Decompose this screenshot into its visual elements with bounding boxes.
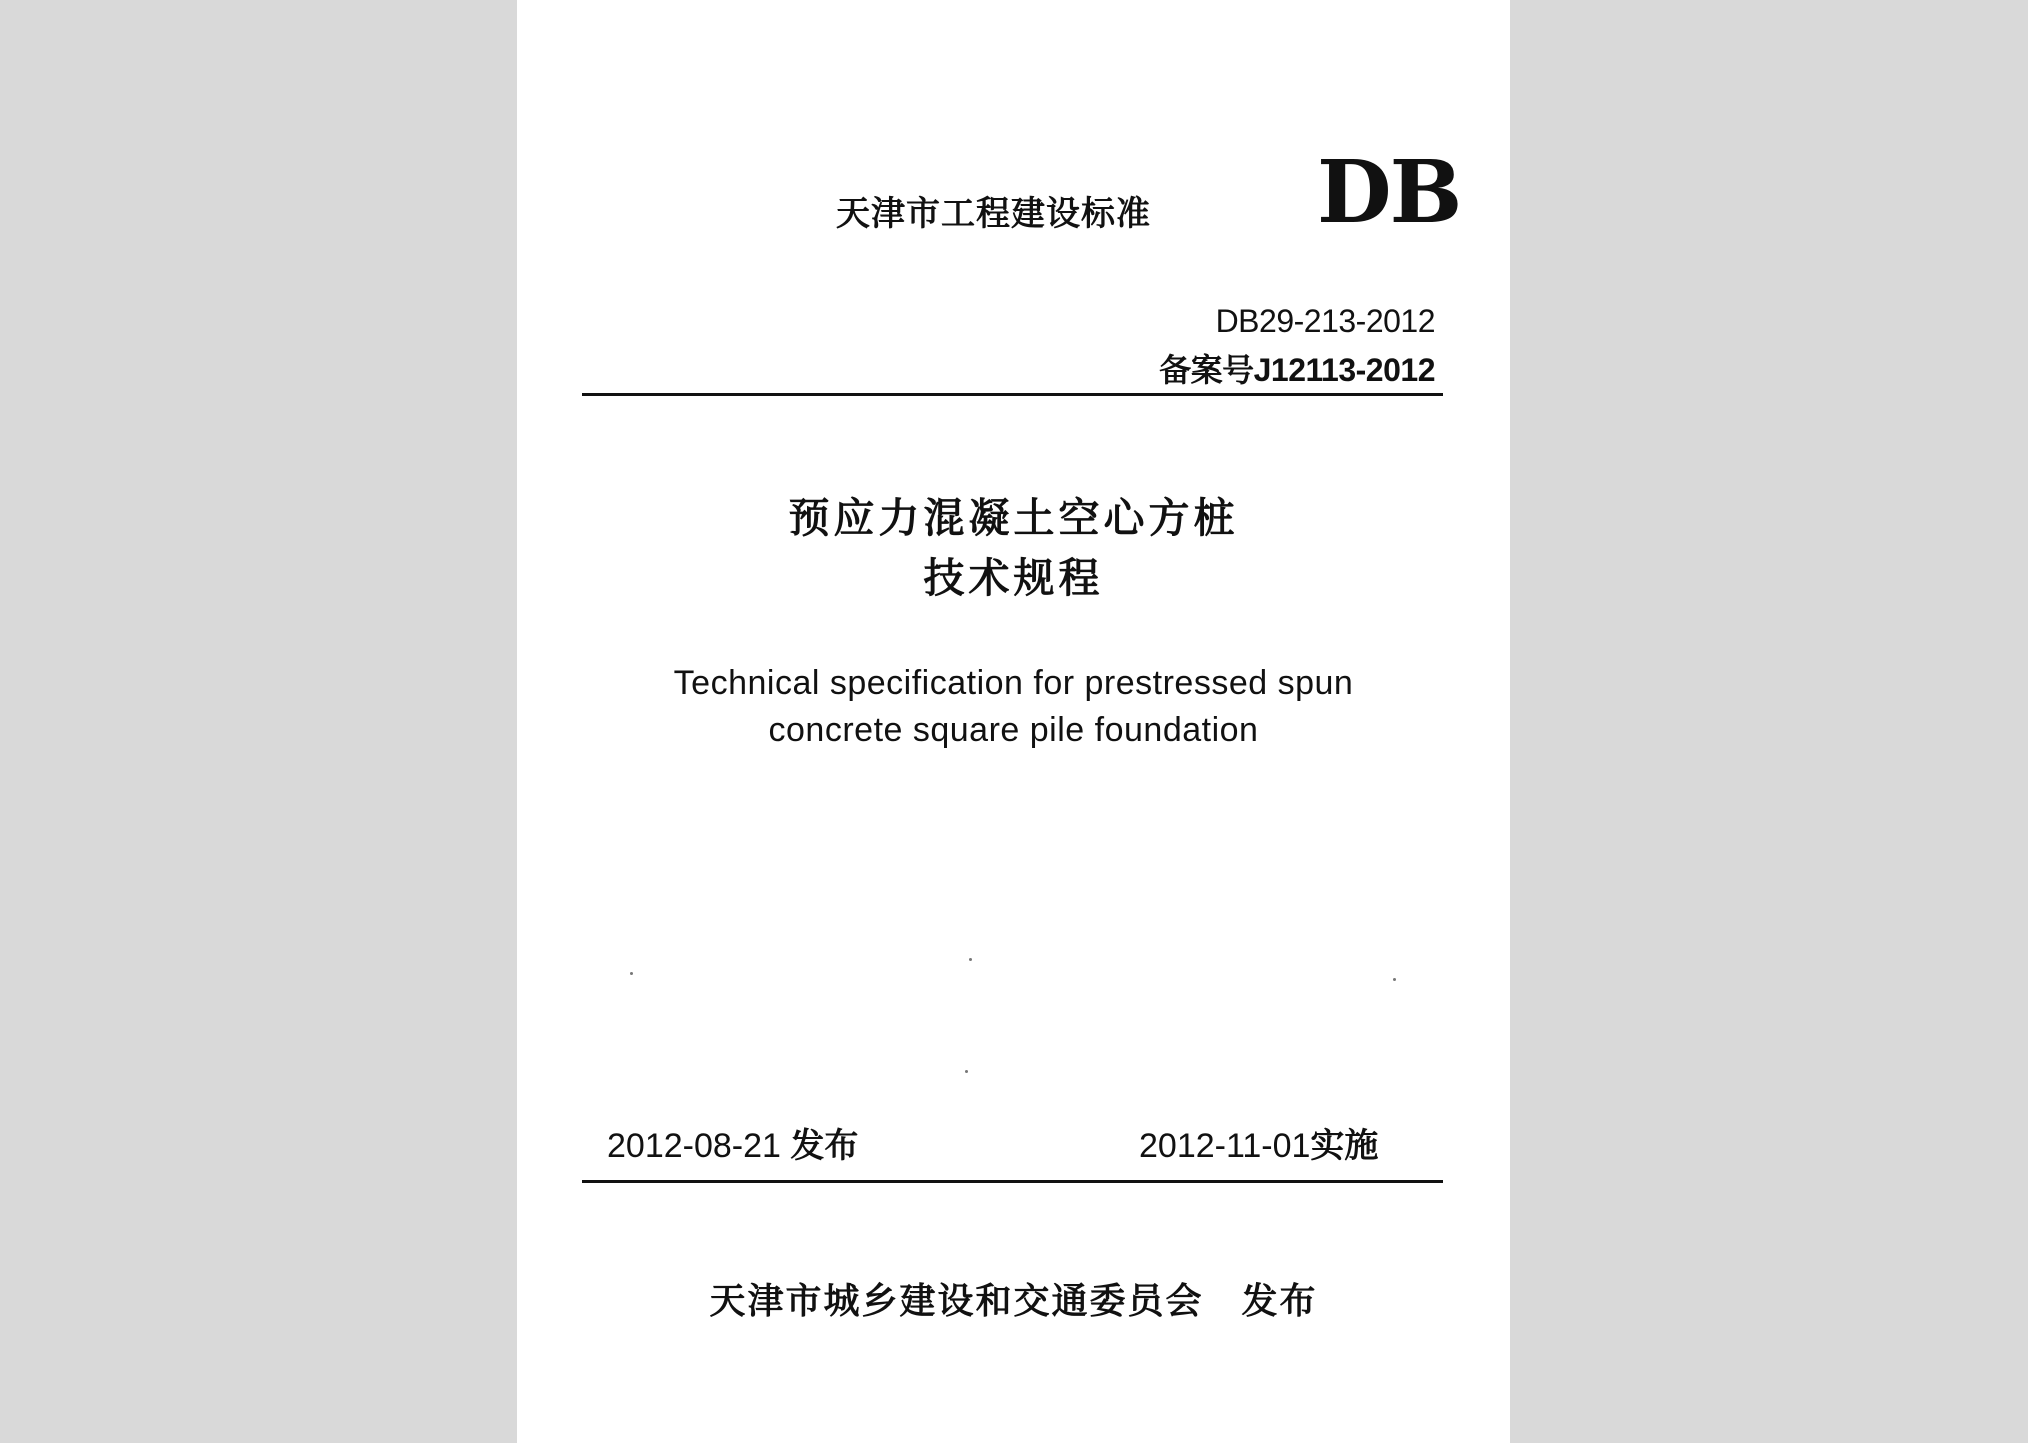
title-en: [517, 660, 1510, 754]
standard-number: DB29-213-2012: [1215, 303, 1435, 339]
scan-speck: [965, 1070, 968, 1073]
scan-speck: [630, 972, 633, 975]
title-cn-line-2: 技术规程: [923, 554, 1104, 602]
title-cn: [517, 488, 1510, 608]
title-en-line-1: Technical specification for prestressed spun: [673, 664, 1354, 702]
implementation-label: 实施: [1310, 1126, 1379, 1166]
issue-label: 发布: [790, 1126, 859, 1166]
bottom-divider: [582, 1180, 1443, 1183]
title-en-line-2: concrete square pile foundation: [768, 711, 1259, 749]
publisher-name: 天津市城乡建设和交通委员会: [709, 1281, 1204, 1322]
title-cn-line-1: 预应力混凝土空心方桩: [788, 494, 1239, 542]
top-divider: [582, 393, 1443, 396]
issue-date: [607, 1118, 858, 1167]
cover-page: [517, 0, 1510, 1443]
publisher-action: 发布: [1241, 1281, 1318, 1322]
db-logo: DB: [1317, 142, 1461, 243]
implementation-date: [1139, 1118, 1378, 1167]
issue-date-value: 2012-08-21: [607, 1127, 781, 1165]
publisher: [517, 1273, 1510, 1324]
standard-category: 天津市工程建设标准: [836, 194, 1151, 234]
record-number: 备案号J12113-2012: [1159, 352, 1435, 388]
scan-speck: [1393, 978, 1396, 981]
scan-speck: [969, 958, 972, 961]
implementation-date-value: 2012-11-01: [1139, 1127, 1311, 1165]
